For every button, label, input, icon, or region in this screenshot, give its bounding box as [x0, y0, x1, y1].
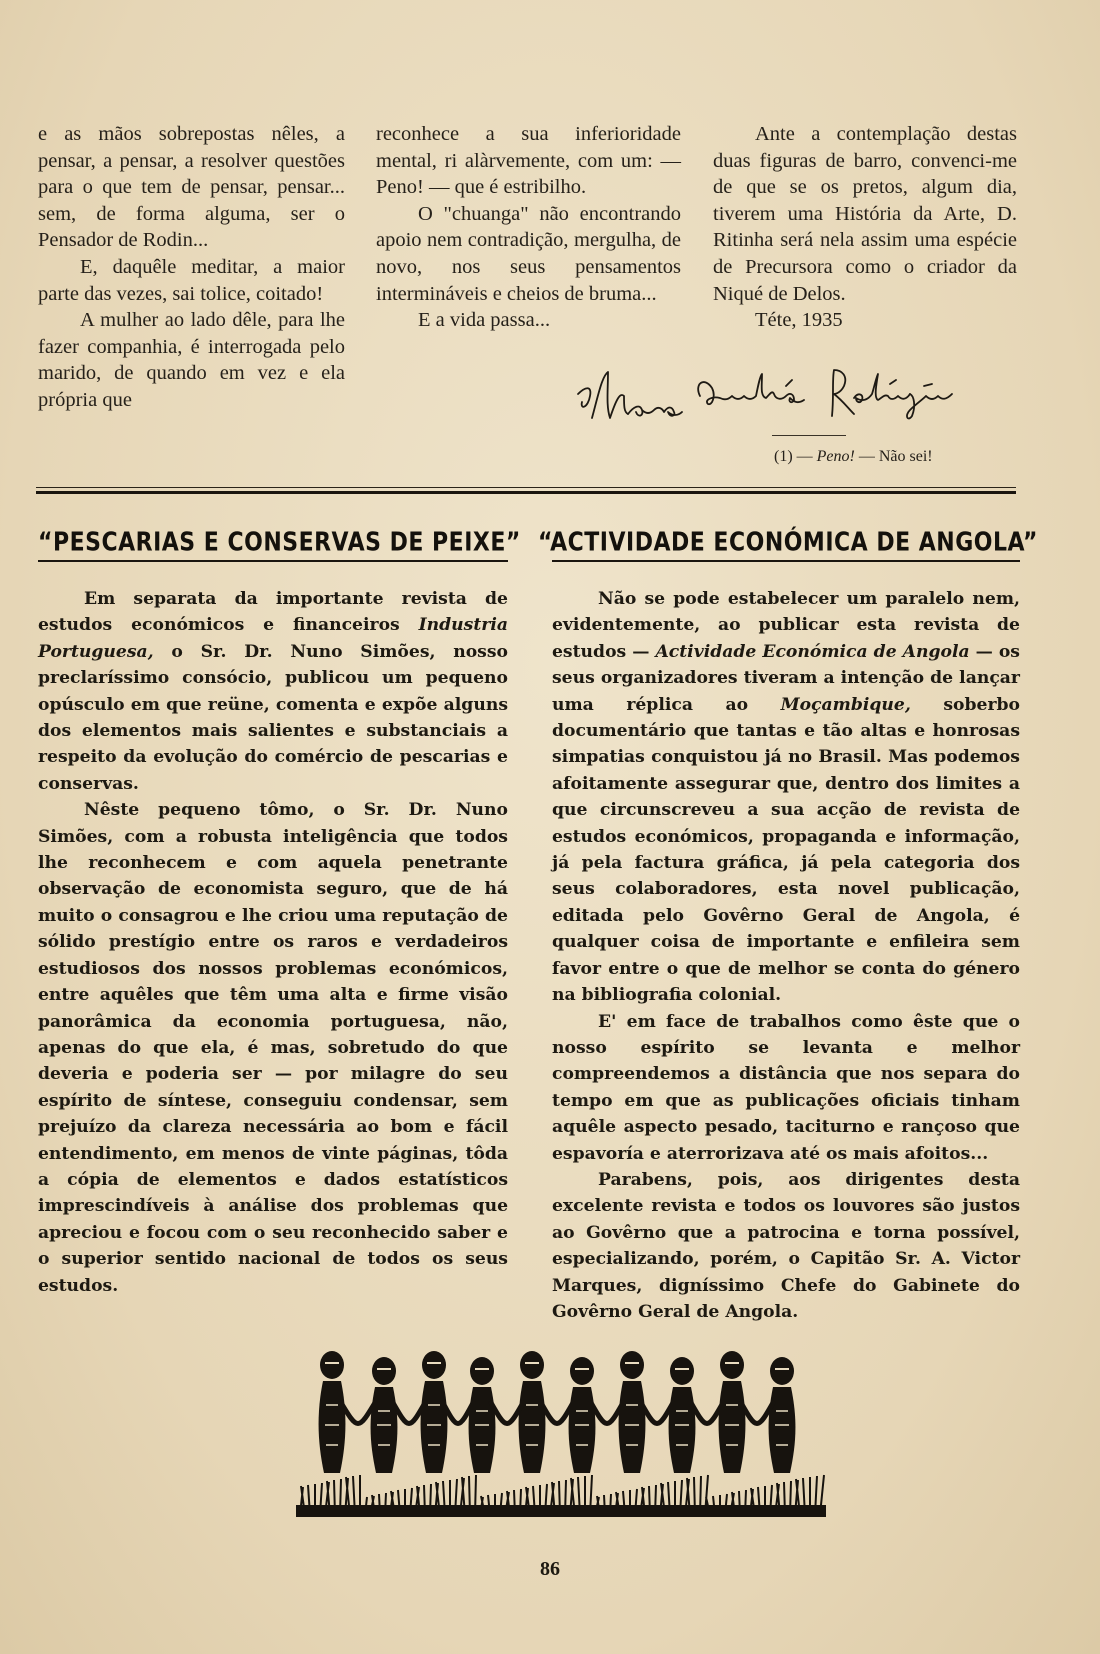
- footnote-text: — Não sei!: [858, 448, 933, 465]
- paragraph: Em separata da importante revista de estudos económicos e financeiros Industria Portuguesa, o Sr. Dr. Nuno Simões, nosso preclaríssimo consócio, publicou um pequeno opúsculo em que reüne, comenta e expõe alguns dos elementos mais salientes e substanciais a respeito da evolução do comércio de pescarias e conservas.: [38, 589, 508, 794]
- paragraph: A mulher ao lado dêle, para lhe fazer companhia, é interrogada pelo marido, de quando em vez e ela própria que: [38, 309, 345, 411]
- handwritten-signature: [572, 366, 1012, 436]
- headline-underline: [38, 560, 508, 562]
- article-headline-left: “PESCARIAS E CONSERVAS DE PEIXE”: [38, 528, 521, 558]
- divider-rule-thick: [36, 491, 1016, 494]
- paragraph: Parabens, pois, aos dirigentes desta excelente revista e todos os louvores são justos ao Govêrno que a patrocina e torna possível, especializando, porém, o Capitão Sr. A. Victor Marques, digníssimo Chefe do Gabinete do Govêrno Geral de Angola.: [552, 1169, 1020, 1322]
- paragraph: Ante a contemplação destas duas figuras de barro, convenci-me de que se os pretos, algum dia, tiverem uma História da Arte, D. Ritinha será nela assim uma espécie de Precursora como o criador da Niqué de Delos.: [713, 123, 1017, 305]
- paragraph: Não se pode estabelecer um paralelo nem, evidentemente, ao publicar esta revista de estudos — Actividade Económica de Angola — os seus organizadores tiveram a intenção de lançar uma réplica ao Moçambique, soberbo documentário que tantas e tão altas e honrosas simpatias conquistou já no Brasil. Mas podemos afoitamente assegurar que, dentro dos limites a que circunscreveu a sua acção de revista de estudos económicos, propaganda e informação, já pela factura gráfica, já pela categoria dos seus colaboradores, esta novel publicação, editada pelo Govêrno Geral de Angola, é qualquer coisa de importante e enfileira sem favor entre o que de melhor se conta do género na bibliografia colonial.: [552, 589, 1020, 1006]
- paragraph: e as mãos sobrepostas nêles, a pensar, a pensar, a resolver questões para o que tem de pensar, pensar... sem, de forma alguma, ser o Pensador de Rodin...: [38, 123, 345, 252]
- woodcut-ground: [296, 1505, 826, 1517]
- article-headline-right: “ACTIVIDADE ECONÓMICA DE ANGOLA”: [538, 528, 1038, 558]
- woodcut-figure: [569, 1357, 596, 1473]
- article-body-right: [552, 586, 1020, 1325]
- footnote: [774, 447, 1024, 467]
- woodcut-figure: [469, 1357, 496, 1473]
- dateline: Téte, 1935: [755, 309, 843, 332]
- woodcut-figure: [319, 1351, 346, 1473]
- woodcut-figure: [719, 1351, 746, 1473]
- footnote-rule: [772, 435, 846, 436]
- paragraph: E a vida passa...: [418, 309, 551, 332]
- paragraph: O "chuanga" não encontrando apoio nem contradição, mergulha, de novo, nos seus pensamentos intermináveis e cheios de bruma...: [376, 202, 681, 305]
- paragraph: Nêste pequeno tômo, o Sr. Dr. Nuno Simões, com a robusta inteligência que todos lhe reconhecem e com aquela penetrante observação de economista seguro, que de há muito o consagrou e lhe criou uma reputação de sólido prestígio entre os raros e verdadeiros estudiosos dos nossos problemas económicos, entre aquêles que têm uma alta e firme visão panorâmica da economia portuguesa, não, apenas do que ela, é mas, sobretudo do que deveria e poderia ser — por milagre do seu espírito de síntese, conseguiu condensar, sem prejuízo da clareza necessária ao bom e fácil entendimento, em menos de vinte páginas, tôda a cópia de elementos e dados estatísticos imprescindíveis à análise dos problemas que apreciou e focou com o seu reconhecido saber e o superior sentido nacional de todos os seus estudos.: [38, 800, 508, 1296]
- paragraph: E' em face de trabalhos como êste que o nosso espírito se levanta e melhor compreendemos a distância que nos separa do tempo em que as publicações oficiais tinham aquêle aspecto pesado, taciturno e rançoso que espavoría e aterrorizava até os mais afoitos...: [552, 1011, 1020, 1164]
- top-column-1: [38, 121, 345, 414]
- headline-underline: [552, 560, 1020, 562]
- article-body-left: [38, 586, 508, 1299]
- woodcut-figure: [769, 1357, 796, 1473]
- top-column-2: [376, 121, 681, 334]
- woodcut-figure: [619, 1351, 646, 1473]
- footnote-marker: (1) —: [774, 448, 813, 465]
- paragraph: E, daquêle meditar, a maior parte das vezes, sai tolice, coitado!: [38, 255, 345, 305]
- woodcut-figure: [421, 1351, 448, 1473]
- paragraph: reconhece a sua inferioridade mental, ri alàrvemente, com um: — Peno! — que é estribilho.: [376, 123, 681, 199]
- woodcut-figure: [371, 1357, 398, 1473]
- page-number: 86: [540, 1558, 560, 1580]
- woodcut-dancing-figures-illustration: [296, 1345, 826, 1517]
- divider-rule: [36, 487, 1016, 488]
- footnote-italic: Peno!: [816, 448, 855, 465]
- woodcut-figure: [519, 1351, 546, 1473]
- top-column-3: [713, 121, 1017, 334]
- woodcut-figure: [669, 1357, 696, 1473]
